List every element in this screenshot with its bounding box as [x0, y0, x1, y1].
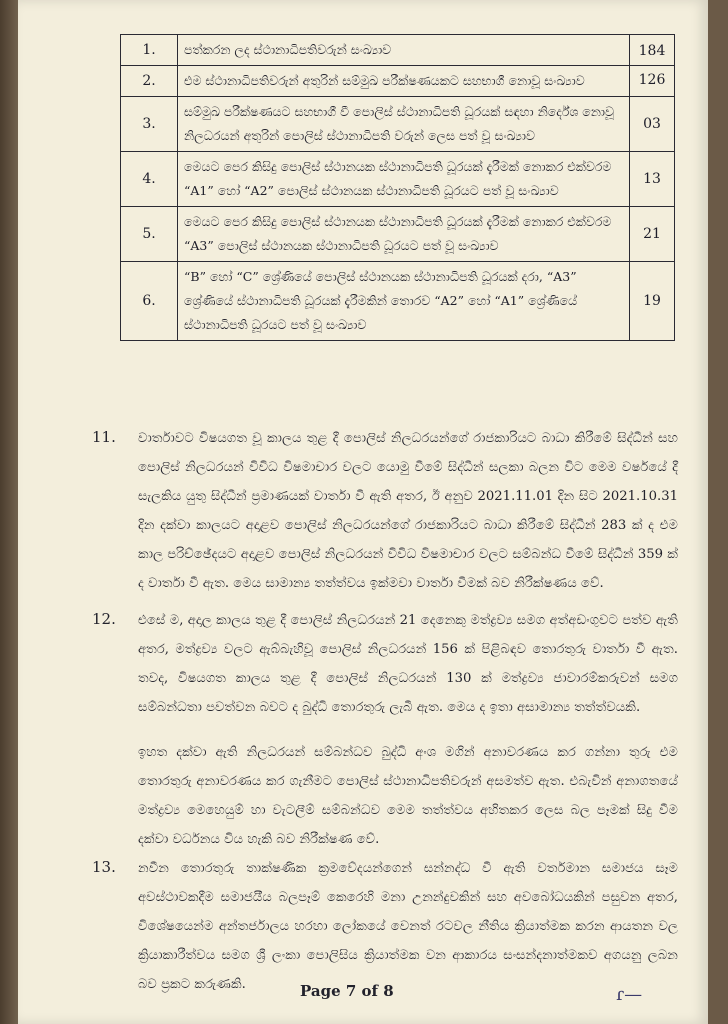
row-description: සම්මුඛ පරීක්ෂණයට සහභාගී වී පොලිස් ස්ථානාධිපති ධූරයක් සඳහා නිර්දේශ නොවූ නිලධරයන් අතුරින් පොලිස් ස්ථානාධිපති වරුන් ලෙස පත් වූ සංඛ්‍යාව	[178, 97, 630, 152]
table-row	[121, 35, 675, 66]
row-number: 3.	[121, 97, 178, 152]
table-row	[121, 152, 675, 207]
table-row	[121, 207, 675, 262]
paragraph-number: 11.	[92, 428, 116, 446]
row-value: 19	[630, 262, 675, 341]
row-value: 21	[630, 207, 675, 262]
paragraph-number: 12.	[92, 610, 116, 628]
statistics-table	[120, 34, 675, 341]
row-number: 4.	[121, 152, 178, 207]
paragraph-12: එසේ ම, අදාල කාලය තුළ දී පොලිස් නිලධරයන් 21 දෙනෙකු මත්ද්‍රව්‍ය සමග අත්අඩංගුවට පත්ව ඇති අතර, මත්ද්‍රව්‍ය වලට ඇබ්බැහිවූ පොලිස් නිලධරයන් 156 ක් පිළිබඳව තොරතුරු වාර්තා වී ඇත. තවද, විෂයගත කාලය තුළ දී පොලිස් නිලධරයන් 130 ක් මත්ද්‍රව්‍ය ජාවාරම්කරුවන් සමග සම්බන්ධතා පවත්වන බවට ද බුද්ධි තොරතුරු ලැබී ඇත. මෙය ද ඉතා අසාමාන්‍ය තත්ත්වයකි.	[138, 613, 678, 715]
paragraph-12-continued: ඉහත දක්වා ඇති නිලධරයන් සම්බන්ධව බුද්ධි අංශ මගින් අනාවරණය කර ගන්නා තුරු එම තොරතුරු අනාවරණය කර ගැනීමට පොලිස් ස්ථානාධිපතිවරුන් අසමත්ව ඇත. එබැවින් අනාගතයේ මත්ද්‍රව්‍ය මෙහෙයුම් හා වැටලීම් සම්බන්ධව මෙම තත්ත්වය අහිතකර ලෙස බල පෑමක් සිදු වීම දක්වා වර්ධනය විය හැකි බව නිරීක්ෂණ වේ.	[138, 745, 678, 847]
row-number: 1.	[121, 35, 178, 66]
paragraph-11: වාර්තාවට විෂයගත වූ කාලය තුළ දී පොලිස් නිලධරයන්ගේ රාජකාරියට බාධා කිරීමේ සිද්ධීන් සහ පොලිස් නිලධරයන් විවිධ විෂමාචාර වලට යොමු වීමේ සිද්ධීන් සලකා බලන විට මෙම වර්ෂයේ දී සැලකිය යුතු සිද්ධීන් ප්‍රමාණයක් වාර්තා වී ඇති අතර, ඊ අනුව 2021.11.01 දින සිට 2021.10.31 දින දක්වා කාලයට අදාළව පොලිස් නිලධරයන්ගේ රාජකාරියට බාධා කිරීමේ සිද්ධීන් 283 ක් ද එම කාල පරිච්ඡේදයට අදාළව පොලිස් නිලධරයන් විවිධ විෂමාචාර වලට සම්බන්ධ වීමේ සිද්ධීන් 359 ක් ද වාර්තා වී ඇත. මෙය සාමාන්‍ය තත්ත්වය ඉක්මවා වාර්තා වීමක් බව නිරීක්ෂණය වේ.	[138, 431, 678, 591]
row-value: 184	[638, 43, 666, 59]
row-description: මෙයට පෙර කිසිදු පොලිස් ස්ථානයක ස්ථානාධිපති ධූරයක් දැරීමක් නොකර එක්වරම “A1” හෝ “A2” පොලිස් ස්ථානයක ස්ථානාධිපති ධූරයට පත් වූ සංඛ්‍යාව	[178, 152, 630, 207]
row-number: 6.	[121, 262, 178, 341]
row-value: 126	[630, 65, 674, 94]
page-number: Page 7 of 8	[300, 982, 394, 1000]
row-number: 5.	[121, 207, 178, 262]
row-description: පත්කරන ලද ස්ථානාධිපතිවරුන් සංඛ්‍යාව	[178, 35, 630, 66]
row-description: මෙයට පෙර කිසිදු පොලිස් ස්ථානයක ස්ථානාධිපති ධූරයක් දැරීමක් නොකර එක්වරම “A3” පොලිස් ස්ථානයක ස්ථානාධිපති ධූරයට පත් වූ සංඛ්‍යාව	[178, 207, 630, 262]
merged-value-cell	[630, 35, 675, 97]
row-number: 2.	[121, 66, 178, 97]
table-row	[121, 262, 675, 341]
row-value: 13	[630, 152, 675, 207]
row-description: එම ස්ථානාධිපතිවරුන් අතුරින් සම්මුඛ පරීක්ෂණයකට සහභාගී නොවූ සංඛ්‍යාව	[178, 66, 630, 97]
row-value: 03	[630, 97, 675, 152]
table-row	[121, 66, 675, 97]
paragraph-number: 13.	[92, 858, 116, 876]
table-row	[121, 97, 675, 152]
initials-signature: ɾ—	[616, 984, 643, 1005]
paragraph-13: නවීන තොරතුරු තාක්ෂණික ක්‍රමවේදයන්ගෙන් සන්නද්ධ වී ඇති වර්තමාන සමාජය සෑම අවස්ථාවකදීම සමාජයීය බලපෑම් කෙරෙහි මනා උනන්දුවකින් සහ අවබෝධයකින් පසුවන අතර, විශේෂයෙන්ම අන්තර්ජාලය හරහා ලෝකයේ වෙනත් රටවල නීතිය ක්‍රියාත්මක කරන ආයතන වල ක්‍රියාකාරීත්වය සමග ශ්‍රී ලංකා පොලිසිය ක්‍රියාත්මක වන ආකාරය සංසන්දනාත්මකව අගයනු ලබන බව ප්‍රකට කරුණකි.	[138, 861, 678, 992]
row-description: “B” හෝ “C” ශ්‍රේණියේ පොලිස් ස්ථානයක ස්ථානාධිපති ධූරයක් දරා, “A3” ශ්‍රේණියේ ස්ථානාධිපති ධූරයක් දැරීමකින් තොරව “A2” හෝ “A1” ශ්‍රේණියේ ස්ථානාධිපති ධූරයට පත් වූ සංඛ්‍යාව	[178, 262, 630, 341]
